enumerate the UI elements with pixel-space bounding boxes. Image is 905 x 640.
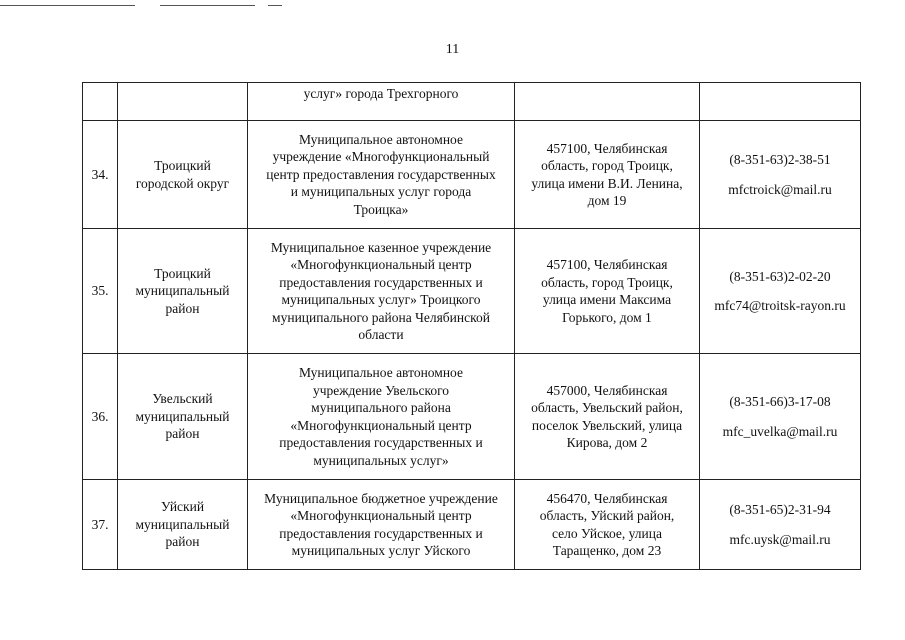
table-row-continuation bbox=[83, 83, 861, 121]
address-line: область, город Троицк, bbox=[541, 274, 673, 290]
cell-district bbox=[118, 354, 248, 480]
cell-contact bbox=[700, 121, 861, 229]
cell-num bbox=[83, 83, 118, 121]
cell-address bbox=[515, 229, 700, 354]
email-address: mfc.uysk@mail.ru bbox=[729, 531, 831, 547]
cell-address bbox=[515, 354, 700, 480]
phone-number: (8-351-63)2-38-51 bbox=[729, 152, 831, 167]
address-line: село Уйское, улица bbox=[552, 525, 662, 541]
email-address: mfc74@troitsk-rayon.ru bbox=[714, 298, 846, 313]
district-line: Уйский bbox=[160, 499, 205, 515]
institution-line: Муниципальное автономное bbox=[299, 365, 463, 380]
institution-line: и муниципальных услуг города bbox=[290, 184, 472, 200]
district-line: район bbox=[165, 534, 200, 550]
cell-contact bbox=[700, 480, 861, 570]
institution-line: услуг» города Трехгорного bbox=[303, 86, 459, 101]
district-line: район bbox=[165, 300, 200, 316]
table-row bbox=[83, 229, 861, 354]
institution-line: муниципального района bbox=[311, 400, 451, 415]
cell-institution bbox=[248, 354, 515, 480]
institution-line: муниципальных услуг» bbox=[313, 452, 449, 468]
cell-district bbox=[118, 83, 248, 121]
email-address: mfc_uvelka@mail.ru bbox=[722, 423, 838, 439]
table-row bbox=[83, 480, 861, 570]
institution-line: Муниципальное казенное учреждение bbox=[270, 239, 492, 255]
address-line: улица имени Максима bbox=[542, 292, 672, 307]
address-line: дом 19 bbox=[587, 193, 627, 208]
address-line: 457000, Челябинская bbox=[546, 382, 668, 398]
email-address: mfctroick@mail.ru bbox=[728, 181, 832, 197]
district-line: Троицкий bbox=[154, 265, 211, 281]
district-line: Увельский bbox=[152, 391, 213, 407]
institution-line: предоставления государственных и bbox=[279, 435, 483, 450]
row-number: 34. bbox=[83, 121, 118, 229]
table-row bbox=[83, 354, 861, 480]
institution-line: Муниципальное автономное bbox=[299, 131, 463, 147]
district-line: городской округ bbox=[135, 175, 230, 191]
institution-line: учреждение Увельского bbox=[312, 382, 450, 398]
district-line: муниципальный bbox=[135, 283, 230, 299]
cell-contact bbox=[700, 354, 861, 480]
address-line: 456470, Челябинская bbox=[546, 490, 668, 506]
address-line: область, Увельский район, bbox=[531, 400, 683, 415]
address-line: поселок Увельский, улица bbox=[531, 417, 683, 433]
institution-line: учреждение «Многофункциональный bbox=[272, 149, 490, 165]
cell-district bbox=[118, 121, 248, 229]
cell-address bbox=[515, 480, 700, 570]
address-line: Таращенко, дом 23 bbox=[552, 543, 662, 558]
cell-address bbox=[515, 83, 700, 121]
top-rule-3 bbox=[268, 5, 282, 6]
district-line: Троицкий bbox=[154, 158, 211, 173]
institution-line: области bbox=[358, 327, 404, 342]
address-line: улица имени В.И. Ленина, bbox=[531, 175, 683, 191]
address-line: 457100, Челябинская bbox=[546, 140, 668, 156]
institution-line: «Многофункциональный центр bbox=[290, 508, 472, 523]
cell-district bbox=[118, 480, 248, 570]
phone-number: (8-351-63)2-02-20 bbox=[729, 268, 831, 284]
address-line: область, город Троицк, bbox=[541, 158, 673, 173]
page-number: 11 bbox=[445, 42, 460, 57]
cell-address bbox=[515, 121, 700, 229]
cell-institution bbox=[248, 480, 515, 570]
top-rule-2 bbox=[160, 5, 255, 6]
address-line: Горького, дом 1 bbox=[562, 309, 652, 325]
cell-institution bbox=[248, 121, 515, 229]
cell-institution bbox=[248, 229, 515, 354]
institution-line: Муниципальное бюджетное учреждение bbox=[264, 490, 498, 506]
institution-line: центр предоставления государственных bbox=[266, 166, 496, 182]
cell-contact bbox=[700, 83, 861, 121]
district-line: район bbox=[165, 426, 200, 442]
cell-district bbox=[118, 229, 248, 354]
cell-institution bbox=[248, 83, 515, 121]
mfc-table bbox=[82, 82, 861, 570]
institution-line: «Многофункциональный центр bbox=[290, 417, 472, 433]
address-line: Кирова, дом 2 bbox=[566, 435, 648, 450]
cell-contact bbox=[700, 229, 861, 354]
institution-line: муниципальных услуг» Троицкого bbox=[281, 292, 481, 307]
phone-number: (8-351-65)2-31-94 bbox=[729, 502, 831, 517]
district-line: муниципальный bbox=[135, 408, 230, 424]
address-line: область, Уйский район, bbox=[539, 508, 675, 523]
phone-number: (8-351-66)3-17-08 bbox=[729, 394, 831, 409]
row-number: 35. bbox=[83, 229, 118, 354]
row-number: 37. bbox=[83, 480, 118, 570]
district-line: муниципальный bbox=[135, 516, 230, 532]
address-line: 457100, Челябинская bbox=[546, 257, 668, 272]
institution-line: предоставления государственных и bbox=[279, 525, 483, 541]
institution-line: муниципальных услуг Уйского bbox=[291, 543, 471, 558]
institution-line: «Многофункциональный центр bbox=[290, 257, 472, 272]
top-rule-1 bbox=[0, 5, 135, 6]
institution-line: муниципального района Челябинской bbox=[272, 309, 490, 325]
institution-line: Троицка» bbox=[353, 201, 409, 217]
table-row bbox=[83, 121, 861, 229]
row-number: 36. bbox=[83, 354, 118, 480]
institution-line: предоставления государственных и bbox=[279, 274, 483, 290]
